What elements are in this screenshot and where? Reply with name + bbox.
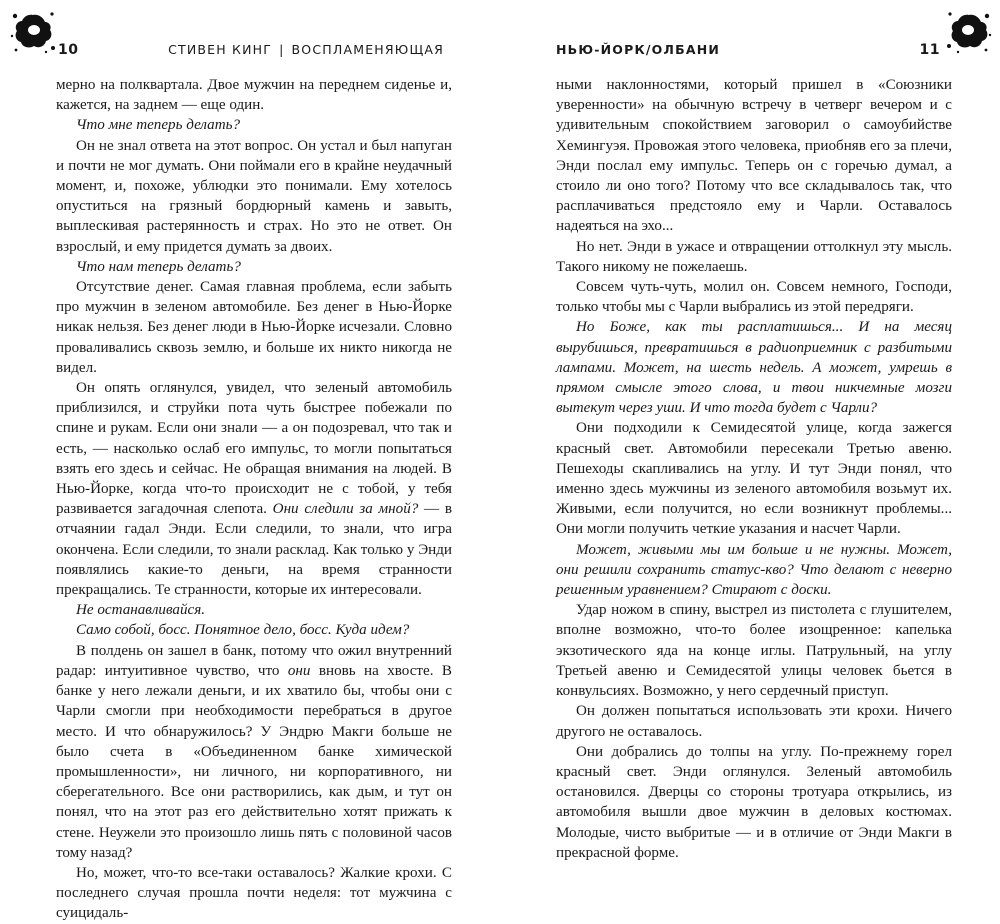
running-header: НЬЮ-ЙОРК/ОЛБАНИ: [556, 42, 721, 57]
left-page: [0, 0, 500, 922]
paragraph: Может, живыми мы им больше и не нужны. Может, они решили сохранить статус-кво? Что делают с неверно решенным уравнением? Стирают с доски.: [556, 541, 952, 599]
paragraph-emphasis: они: [287, 662, 311, 679]
ink-splatter-icon: [10, 8, 56, 54]
paragraph: Само собой, босс. Понятное дело, босс. Куда идем?: [76, 622, 410, 639]
paragraph-text: — в отчаянии гадал Энди. Если следили, то знали, что игра окончена. Если следили, то знали расклад. Как только у Энди появлялись какие-то деньги, на время странности прекращались. Те странности, которые их интересовали.: [56, 501, 452, 599]
body-text: [556, 75, 952, 863]
paragraph: Совсем чуть-чуть, молил он. Совсем немного, Господи, только чтобы мы с Чарли выбрались из этой передряги.: [556, 279, 952, 316]
paragraph-emphasis: Они следили за мной?: [272, 501, 419, 518]
paragraph: Но нет. Энди в ужасе и отвращении оттолкнул эту мысль. Такого никому не пожелаешь.: [556, 238, 952, 275]
ink-splatter-icon: [946, 8, 992, 54]
paragraph: Он не знал ответа на этот вопрос. Он устал и был напуган и почти не мог думать. Они поймали его в крайне неудачный момент, и, похоже, ублюдки это понимали. Ему хотелось опуститься на грязный бордюрный камень и завыть, выплескивая растерянность и страх. Но это не ответ. Он взрослый, и ему придется думать за двоих.: [56, 137, 452, 255]
paragraph: Отсутствие денег. Самая главная проблема, если забыть про мужчин в зеленом автомобиле. Без денег в Нью-Йорке никак нельзя. Без денег люди в Нью-Йорке исчезали. Словно проваливались сквозь землю, и больше их никто никогда не видел.: [56, 279, 452, 376]
page-number: 10: [58, 42, 79, 58]
header-author: СТИВЕН КИНГ: [168, 42, 273, 57]
paragraph: мерно на полквартала. Двое мужчин на переднем сиденье и, кажется, на заднем — еще один.: [56, 77, 452, 114]
header-separator: |: [279, 42, 285, 57]
paragraph: Они добрались до толпы на углу. По-прежнему горел красный свет. Энди оглянулся. Зеленый автомобиль остановился. Дверцы со стороны тротуара открылись, из автомобиля вышли двое мужчин в деловых костюмах. Молодые, чисто выбритые — и в отличие от Энди Макги в прекрасной форме.: [556, 743, 952, 861]
paragraph: [56, 641, 452, 863]
right-page: [500, 0, 1000, 861]
paragraph: Но Боже, как ты расплатишься... И на месяц вырубишься, превратишься в радиоприемник с разбитыми лампами. Может, на шесть недель. А может, умрешь в прямом смысле этого слова, и твои никчемные мозги вытекут через уши. И что тогда будет с Чарли?: [556, 319, 952, 417]
running-header: [168, 42, 444, 57]
paragraph: Что мне теперь делать?: [76, 117, 241, 134]
paragraph: [56, 378, 452, 600]
paragraph-text: вновь на хвосте. В банке у него лежали деньги, и их хватило бы, чтобы они с Чарли смогли при необходимости перебраться в другое место. И что обнаружилось? У Эндрю Макги больше не было счета в «Объединенном банке химической промышленности», ни личного, ни корпоративного, ни сберегательного. Все они растворились, как дым, и тут он понял, что на этот раз его действительно хотят прижать к стене. Неужели это произошло лишь пять с половиной часов тому назад?: [56, 662, 452, 861]
header-title: ВОСПЛАМЕНЯЮЩАЯ: [291, 42, 444, 57]
body-text: [56, 75, 452, 924]
paragraph: ными наклонностями, который пришел в «Союзники уверенности» на обычную встречу в четверг вечером и с удивительным спокойствием заговорил о самоубийстве Хемингуэя. Провожая этого человека, приобняв его за плечи, Энди послал ему импульс. Теперь он с горечью думал, а стоило ли оно того? Потому что все складывалось так, что расплачиваться предстояло ему и Чарли. Оставалось надеяться на эхо...: [556, 77, 952, 235]
paragraph: Удар ножом в спину, выстрел из пистолета с глушителем, вполне возможно, что-то более изощренное: капелька экзотического яда на конце иглы. Патрульный, на углу Третьей авеню и Семидесятой улицы человек бьется в конвульсиях. Возможно, у него сердечный приступ.: [556, 602, 952, 700]
paragraph: Он должен попытаться использовать эти крохи. Ничего другого не оставалось.: [556, 703, 952, 740]
paragraph: Не останавливайся.: [76, 602, 205, 619]
paragraph: Они подходили к Семидесятой улице, когда зажегся красный свет. Автомобили пересекали Третью авеню. Пешеходы скапливались на углу. И тут Энди понял, что именно здесь мужчины из зеленого автомобиля возьмут их. Живыми, если получится, но если возникнут проблемы... Они могли получить четкие указания и насчет Чарли.: [556, 420, 952, 538]
paragraph-text: Он опять оглянулся, увидел, что зеленый автомобиль приблизился, и струйки пота чуть быстрее побежали по спине и рукам. Если они знали — а он подозревал, что так и есть, — насколько ослаб его импульс, то могли попытаться взять его здесь и сейчас. Не обращая внимания на людей. В Нью-Йорке, когда что-то происходит не с тобой, у тебя развивается загадочная слепота.: [56, 380, 452, 518]
paragraph: Но, может, что-то все-таки оставалось? Жалкие крохи. С последнего случая прошла почти неделя: тот мужчина с суицидаль-: [56, 864, 452, 922]
paragraph-text: В полдень он зашел в банк, потому что ожил внутренний радар: интуитивное чувство, что: [56, 642, 452, 679]
page-number: 11: [919, 42, 940, 58]
paragraph: Что нам теперь делать?: [76, 258, 241, 275]
